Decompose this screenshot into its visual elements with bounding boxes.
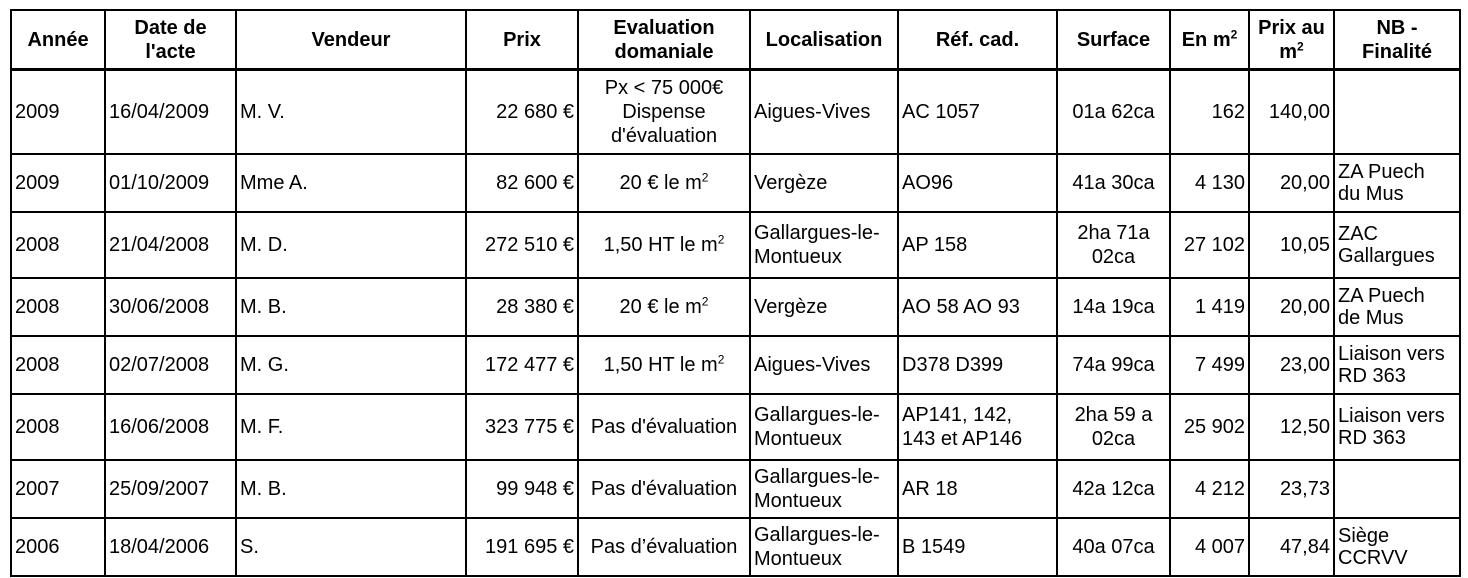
cell-vendeur	[236, 70, 466, 154]
cell-vendeur	[236, 394, 466, 460]
cell-line: D378 D399	[902, 353, 1004, 376]
cell-annee	[11, 278, 105, 336]
superscript-2: 2	[701, 169, 709, 184]
cell-annee	[11, 154, 105, 212]
cell-text: 1 419	[1194, 295, 1245, 318]
cell-en-m2	[1170, 278, 1249, 336]
cell-line: ZAC	[1338, 222, 1378, 245]
cell-line: ZA Puech	[1338, 160, 1425, 183]
cell-line: Vergèze	[754, 171, 828, 194]
cell-line: ZA Puech	[1338, 284, 1425, 307]
cell-line: Vergèze	[754, 295, 828, 318]
cell-text: Mme A.	[240, 171, 308, 194]
cell-text: 02/07/2008	[109, 353, 210, 376]
cell-text: 16/04/2009	[109, 100, 210, 123]
cell-prix-m2	[1249, 212, 1334, 278]
cell-line: Aigues-Vives	[754, 353, 871, 376]
cell-vendeur	[236, 336, 466, 394]
cell-text: 162	[1211, 100, 1245, 123]
cell-text: M. B.	[240, 295, 287, 318]
cell-text: 20,00	[1279, 295, 1330, 318]
cell-surface	[1057, 460, 1170, 518]
cell-evaluation	[578, 336, 750, 394]
cell-prix-m2	[1249, 336, 1334, 394]
cell-text: 82 600 €	[496, 171, 574, 194]
cell-line: AR 18	[902, 477, 958, 500]
cell-localisation	[750, 394, 898, 460]
cell-text: 22 680 €	[496, 100, 574, 123]
table-row	[11, 154, 1460, 212]
cell-text: 7 499	[1194, 353, 1245, 376]
cell-annee	[11, 518, 105, 576]
cell-line: 74a 99ca	[1072, 353, 1155, 376]
cell-line: Gallargues-le-	[754, 465, 880, 488]
cell-text: M. B.	[240, 477, 287, 500]
cell-evaluation	[578, 70, 750, 154]
table-row	[11, 278, 1460, 336]
header-localisation: Localisation	[750, 10, 898, 70]
cell-line: CCRVV	[1338, 546, 1408, 569]
cell-line: AO96	[902, 171, 954, 194]
cell-prix-m2	[1249, 460, 1334, 518]
cell-text: 191 695 €	[485, 535, 574, 558]
cell-line: Siège	[1338, 524, 1390, 547]
cell-line: Gallargues-le-	[754, 523, 880, 546]
cell-text: 21/04/2008	[109, 233, 210, 256]
table-body	[11, 70, 1460, 576]
table-row	[11, 212, 1460, 278]
cell-localisation	[750, 460, 898, 518]
cell-text: 4 130	[1194, 171, 1245, 194]
cell-line: 2ha 59 a	[1074, 403, 1153, 426]
cell-surface	[1057, 394, 1170, 460]
cell-line: 01a 62ca	[1072, 100, 1155, 123]
cell-line: Liaison vers	[1338, 404, 1445, 427]
cell-text: 47,84	[1279, 535, 1330, 558]
cell-line: 143 et AP146	[902, 427, 1023, 450]
cell-text: 30/06/2008	[109, 295, 210, 318]
cell-text: 20,00	[1279, 171, 1330, 194]
cell-line: 02ca	[1091, 427, 1136, 450]
cell-text: 12,50	[1279, 415, 1330, 438]
cell-prix-m2	[1249, 518, 1334, 576]
cell-date	[105, 70, 236, 154]
cell-localisation	[750, 278, 898, 336]
cell-text: 25/09/2007	[109, 477, 210, 500]
cell-line: B 1549	[902, 535, 966, 558]
cell-vendeur	[236, 518, 466, 576]
cell-date	[105, 278, 236, 336]
cell-text: 27 102	[1183, 233, 1245, 256]
cell-en-m2	[1170, 460, 1249, 518]
cell-line: Pas d'évaluation	[590, 477, 738, 500]
transactions-table-container	[10, 9, 1461, 577]
cell-line: 40a 07ca	[1072, 535, 1155, 558]
cell-line: d'évaluation	[610, 124, 718, 147]
cell-line: 14a 19ca	[1072, 295, 1155, 318]
cell-evaluation	[578, 394, 750, 460]
cell-en-m2	[1170, 70, 1249, 154]
cell-line: Pas d’évaluation	[590, 535, 738, 558]
cell-line: de Mus	[1338, 306, 1404, 329]
cell-prix	[466, 518, 578, 576]
cell-prix	[466, 460, 578, 518]
cell-text: 10,05	[1279, 233, 1330, 256]
cell-finalite	[1334, 336, 1460, 394]
cell-text: 140,00	[1268, 100, 1330, 123]
cell-line: 1,50 HT le m	[603, 233, 718, 256]
cell-line: 20 € le m	[619, 295, 702, 318]
cell-date	[105, 460, 236, 518]
cell-line: Pas d'évaluation	[590, 415, 738, 438]
cell-surface	[1057, 212, 1170, 278]
cell-text: 323 775 €	[485, 415, 574, 438]
cell-prix-m2	[1249, 70, 1334, 154]
cell-surface	[1057, 336, 1170, 394]
cell-line: 41a 30ca	[1072, 171, 1155, 194]
cell-vendeur	[236, 154, 466, 212]
cell-text: 2008	[15, 295, 60, 318]
cell-ref-cad	[898, 518, 1057, 576]
cell-prix-m2	[1249, 154, 1334, 212]
table-row	[11, 336, 1460, 394]
cell-text: 2008	[15, 353, 60, 376]
cell-text: M. G.	[240, 353, 289, 376]
cell-text: 4 212	[1194, 477, 1245, 500]
cell-evaluation	[578, 212, 750, 278]
cell-ref-cad	[898, 394, 1057, 460]
cell-date	[105, 212, 236, 278]
cell-localisation	[750, 336, 898, 394]
cell-vendeur	[236, 212, 466, 278]
cell-ref-cad	[898, 70, 1057, 154]
header-vendeur: Vendeur	[236, 10, 466, 70]
cell-line: AC 1057	[902, 100, 980, 123]
cell-evaluation	[578, 154, 750, 212]
cell-annee	[11, 394, 105, 460]
cell-ref-cad	[898, 154, 1057, 212]
cell-text: 2006	[15, 535, 60, 558]
cell-line: Px < 75 000€	[604, 76, 724, 99]
transactions-table	[10, 9, 1461, 577]
cell-ref-cad	[898, 278, 1057, 336]
cell-line: 20 € le m	[619, 171, 702, 194]
superscript-2: 2	[701, 293, 709, 308]
cell-text: 23,73	[1279, 477, 1330, 500]
cell-line: Gallargues	[1338, 244, 1435, 267]
cell-finalite	[1334, 70, 1460, 154]
cell-annee	[11, 212, 105, 278]
cell-localisation	[750, 518, 898, 576]
cell-text: 01/10/2009	[109, 171, 210, 194]
cell-line: 2ha 71a	[1077, 221, 1150, 244]
cell-surface	[1057, 518, 1170, 576]
cell-line: Dispense	[622, 100, 706, 123]
cell-date	[105, 154, 236, 212]
cell-en-m2	[1170, 212, 1249, 278]
cell-text: 2008	[15, 415, 60, 438]
cell-line: AP 158	[902, 233, 968, 256]
superscript-2: 2	[717, 351, 725, 366]
header-annee: Année	[11, 10, 105, 70]
cell-surface	[1057, 154, 1170, 212]
cell-text: 28 380 €	[496, 295, 574, 318]
cell-text: 2008	[15, 233, 60, 256]
header-finalite: NB - Finalité	[1334, 10, 1460, 70]
cell-text: 272 510 €	[485, 233, 574, 256]
cell-text: 172 477 €	[485, 353, 574, 376]
cell-line: 42a 12ca	[1072, 477, 1155, 500]
cell-prix	[466, 336, 578, 394]
cell-line: Gallargues-le-	[754, 403, 880, 426]
cell-ref-cad	[898, 212, 1057, 278]
cell-line: AP141, 142,	[902, 403, 1013, 426]
cell-text: 2009	[15, 100, 60, 123]
header-en-m2: En $m^2$	[1170, 10, 1249, 70]
cell-line: 1,50 HT le m	[603, 353, 718, 376]
cell-surface	[1057, 70, 1170, 154]
cell-prix	[466, 212, 578, 278]
header-ref-cad: Réf. cad.	[898, 10, 1057, 70]
cell-date	[105, 518, 236, 576]
cell-localisation	[750, 70, 898, 154]
cell-prix	[466, 70, 578, 154]
cell-line: Montueux	[754, 427, 842, 450]
header-prix: Prix	[466, 10, 578, 70]
header-evaluation: Evaluation domaniale	[578, 10, 750, 70]
cell-text: M. V.	[240, 100, 285, 123]
cell-annee	[11, 336, 105, 394]
cell-line: Aigues-Vives	[754, 100, 871, 123]
cell-ref-cad	[898, 460, 1057, 518]
cell-line: RD 363	[1338, 364, 1406, 387]
cell-line: du Mus	[1338, 182, 1404, 205]
cell-line: Montueux	[754, 547, 842, 570]
cell-finalite	[1334, 154, 1460, 212]
cell-prix	[466, 278, 578, 336]
cell-text: M. F.	[240, 415, 284, 438]
cell-date	[105, 394, 236, 460]
cell-annee	[11, 460, 105, 518]
header-surface: Surface	[1057, 10, 1170, 70]
table-row	[11, 70, 1460, 154]
cell-vendeur	[236, 460, 466, 518]
table-header	[11, 10, 1460, 70]
cell-line: Gallargues-le-	[754, 221, 880, 244]
header-prix-m2: Prix au $m^2$	[1249, 10, 1334, 70]
cell-prix	[466, 154, 578, 212]
cell-text: S.	[240, 535, 259, 558]
cell-date	[105, 336, 236, 394]
cell-vendeur	[236, 278, 466, 336]
cell-evaluation	[578, 460, 750, 518]
cell-finalite	[1334, 394, 1460, 460]
cell-text: 16/06/2008	[109, 415, 210, 438]
cell-text: 99 948 €	[496, 477, 574, 500]
cell-line: 02ca	[1091, 245, 1136, 268]
cell-surface	[1057, 278, 1170, 336]
cell-text: 2009	[15, 171, 60, 194]
cell-prix	[466, 394, 578, 460]
table-row	[11, 518, 1460, 576]
cell-ref-cad	[898, 336, 1057, 394]
cell-finalite	[1334, 460, 1460, 518]
header-date: Date de l'acte	[105, 10, 236, 70]
cell-text: 25 902	[1183, 415, 1245, 438]
cell-evaluation	[578, 518, 750, 576]
cell-text: 4 007	[1194, 535, 1245, 558]
cell-en-m2	[1170, 518, 1249, 576]
cell-line: Montueux	[754, 489, 842, 512]
cell-evaluation	[578, 278, 750, 336]
superscript-2: 2	[717, 231, 725, 246]
table-row	[11, 394, 1460, 460]
cell-text: 2007	[15, 477, 60, 500]
cell-en-m2	[1170, 154, 1249, 212]
cell-prix-m2	[1249, 394, 1334, 460]
cell-line: AO 58 AO 93	[902, 295, 1020, 318]
cell-line: Montueux	[754, 245, 842, 268]
cell-text: M. D.	[240, 233, 288, 256]
cell-text: 23,00	[1279, 353, 1330, 376]
cell-localisation	[750, 212, 898, 278]
cell-line: Liaison vers	[1338, 342, 1445, 365]
cell-finalite	[1334, 518, 1460, 576]
cell-text: 18/04/2006	[109, 535, 210, 558]
cell-annee	[11, 70, 105, 154]
cell-en-m2	[1170, 394, 1249, 460]
table-row	[11, 460, 1460, 518]
cell-finalite	[1334, 278, 1460, 336]
cell-line: RD 363	[1338, 426, 1406, 449]
cell-prix-m2	[1249, 278, 1334, 336]
cell-localisation	[750, 154, 898, 212]
cell-finalite	[1334, 212, 1460, 278]
cell-en-m2	[1170, 336, 1249, 394]
